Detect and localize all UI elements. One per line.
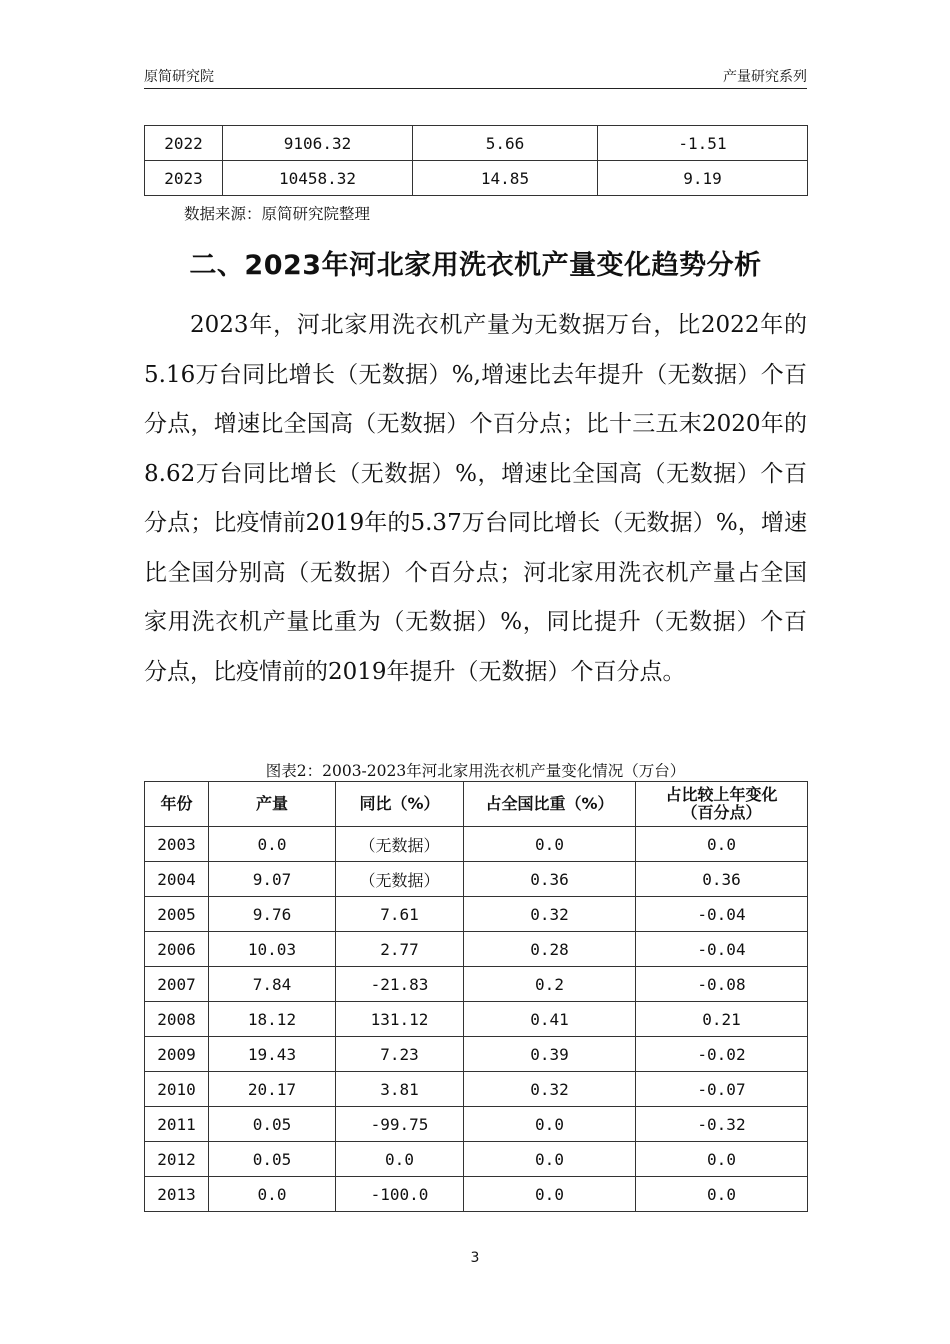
- table-cell: 0.0: [464, 1107, 636, 1142]
- table-cell: 9106.32: [223, 126, 413, 161]
- table-cell: 0.32: [464, 897, 636, 932]
- table-cell: 2022: [145, 126, 223, 161]
- table-cell: 0.36: [636, 862, 808, 897]
- table-header-row: [145, 782, 808, 827]
- column-header: 年份: [145, 782, 209, 827]
- table-row: [145, 1177, 808, 1212]
- table-cell: -0.04: [636, 932, 808, 967]
- table-cell: 2023: [145, 161, 223, 196]
- table-row: [145, 126, 808, 161]
- table-cell: 14.85: [413, 161, 598, 196]
- table-cell: 2009: [145, 1037, 209, 1072]
- table-cell: 20.17: [209, 1072, 336, 1107]
- table-body: [145, 827, 808, 1212]
- table-cell: 7.23: [336, 1037, 464, 1072]
- data-source-note: 数据来源：原简研究院整理: [184, 205, 371, 223]
- table-cell: -1.51: [598, 126, 808, 161]
- table-cell: -0.32: [636, 1107, 808, 1142]
- table-row: [145, 1072, 808, 1107]
- table-cell: （无数据）: [336, 862, 464, 897]
- table-cell: 0.0: [464, 1177, 636, 1212]
- column-header: 占全国比重（%）: [464, 782, 636, 827]
- table-cell: 2.77: [336, 932, 464, 967]
- table-row: [145, 161, 808, 196]
- table-cell: -100.0: [336, 1177, 464, 1212]
- table-row: [145, 967, 808, 1002]
- table-cell: 2004: [145, 862, 209, 897]
- table-cell: 0.0: [209, 1177, 336, 1212]
- continued-table: [144, 125, 808, 196]
- table-cell: -0.07: [636, 1072, 808, 1107]
- table-cell: 3.81: [336, 1072, 464, 1107]
- table-cell: 0.05: [209, 1142, 336, 1177]
- table-cell: -0.02: [636, 1037, 808, 1072]
- table-cell: 7.84: [209, 967, 336, 1002]
- header-org: 原简研究院: [144, 69, 214, 85]
- analysis-paragraph: 2023年，河北家用洗衣机产量为无数据万台，比2022年的5.16万台同比增长（无数据）%,增速比去年提升（无数据）个百分点，增速比全国高（无数据）个百分点；比十三五末2020年的8.62万台同比增长（无数据）%，增速比全国高（无数据）个百分点；比疫情前2019年的5.37万台同比增长（无数据）%，增速比全国分别高（无数据）个百分点；河北家用洗衣机产量占全国家用洗衣机产量比重为（无数据）%，同比提升（无数据）个百分点，比疫情前的2019年提升（无数据）个百分点。: [144, 312, 807, 685]
- table-cell: 0.2: [464, 967, 636, 1002]
- column-header: 同比（%）: [336, 782, 464, 827]
- table-cell: 0.0: [636, 827, 808, 862]
- table-cell: 9.76: [209, 897, 336, 932]
- page-header: [144, 66, 807, 89]
- table-cell: 0.28: [464, 932, 636, 967]
- table-cell: 0.0: [464, 827, 636, 862]
- table-cell: 0.32: [464, 1072, 636, 1107]
- table-cell: 2012: [145, 1142, 209, 1177]
- table-cell: 0.41: [464, 1002, 636, 1037]
- column-header: 占比较上年变化（百分点）: [636, 782, 808, 827]
- table-cell: 18.12: [209, 1002, 336, 1037]
- table-row: [145, 1002, 808, 1037]
- page-number: 3: [470, 1250, 480, 1266]
- table-cell: 0.0: [636, 1142, 808, 1177]
- table-cell: 2006: [145, 932, 209, 967]
- table-cell: 7.61: [336, 897, 464, 932]
- table-cell: 10.03: [209, 932, 336, 967]
- table-row: [145, 862, 808, 897]
- table-cell: 19.43: [209, 1037, 336, 1072]
- table-cell: 2013: [145, 1177, 209, 1212]
- table-cell: 2010: [145, 1072, 209, 1107]
- table-cell: 2008: [145, 1002, 209, 1037]
- section-title: 二、2023年河北家用洗衣机产量变化趋势分析: [189, 250, 762, 281]
- table-cell: 131.12: [336, 1002, 464, 1037]
- table-cell: 2003: [145, 827, 209, 862]
- table-cell: 5.66: [413, 126, 598, 161]
- table-cell: 0.0: [209, 827, 336, 862]
- table-row: [145, 1037, 808, 1072]
- table-row: [145, 897, 808, 932]
- table-row: [145, 827, 808, 862]
- table-cell: -0.08: [636, 967, 808, 1002]
- column-header: 产量: [209, 782, 336, 827]
- table-cell: 0.0: [636, 1177, 808, 1212]
- table-cell: 2011: [145, 1107, 209, 1142]
- table-row: [145, 1142, 808, 1177]
- table-cell: 0.0: [336, 1142, 464, 1177]
- table-cell: 10458.32: [223, 161, 413, 196]
- table-cell: 0.21: [636, 1002, 808, 1037]
- table-cell: （无数据）: [336, 827, 464, 862]
- production-table: [144, 781, 808, 1212]
- table-caption: 图表2：2003-2023年河北家用洗衣机产量变化情况（万台）: [265, 762, 686, 780]
- table-cell: 0.05: [209, 1107, 336, 1142]
- table-cell: 0.39: [464, 1037, 636, 1072]
- table-cell: -99.75: [336, 1107, 464, 1142]
- table-cell: 2007: [145, 967, 209, 1002]
- table-cell: -0.04: [636, 897, 808, 932]
- table-row: [145, 932, 808, 967]
- table-cell: 2005: [145, 897, 209, 932]
- table-row: [145, 1107, 808, 1142]
- table-cell: 9.07: [209, 862, 336, 897]
- table-cell: 0.36: [464, 862, 636, 897]
- table-cell: 0.0: [464, 1142, 636, 1177]
- header-series: 产量研究系列: [723, 69, 807, 85]
- table-cell: -21.83: [336, 967, 464, 1002]
- table-cell: 9.19: [598, 161, 808, 196]
